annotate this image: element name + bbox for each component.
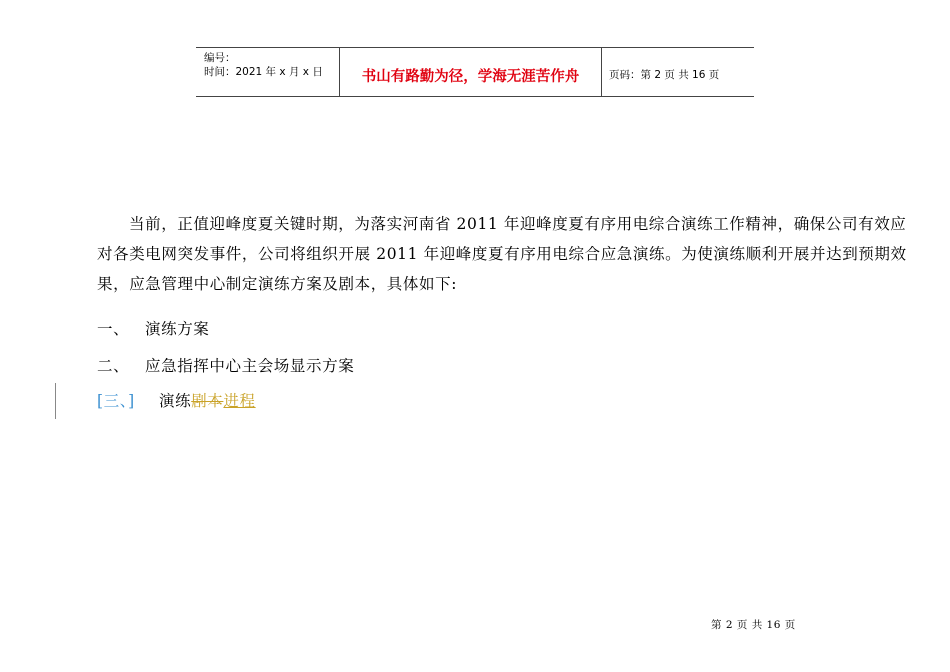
inserted-text: 进程 [223, 392, 256, 410]
intro-paragraph: 当前，正值迎峰度夏关键时期，为落实河南省 2011 年迎峰度夏有序用电综合演练工作精神，确保公司有效应对各类电网突发事件，公司将组织开展 2011 年迎峰度夏有序用电综合应急演练。为使演练顺利开展并达到预期效果，应急管理中心制定演练方案及剧本，具体如下: [97, 215, 907, 293]
number-label: 编号： [204, 52, 236, 64]
revision-change-bar [55, 383, 56, 419]
page-header [196, 47, 754, 97]
list-text: 应急指挥中心主会场显示方案 [145, 357, 355, 375]
header-divider [601, 48, 602, 96]
deleted-text: 剧本 [191, 392, 224, 410]
header-motto: 书山有路勤为径，学海无涯苦作舟 [361, 69, 580, 85]
list-number: [三、] [97, 392, 135, 410]
date-label: 时间：2021 年 x 月 x 日 [204, 66, 323, 78]
list-item [97, 351, 354, 381]
list-number: 二、 [97, 357, 130, 375]
header-meta [204, 51, 323, 79]
list-text: 演练方案 [145, 320, 210, 338]
header-page-info: 页码：第 2 页 共 16 页 [609, 69, 720, 81]
list-number: 一、 [97, 320, 130, 338]
list-item [97, 314, 209, 344]
list-item [97, 386, 256, 416]
page-footer: 第 2 页 共 16 页 [711, 619, 796, 631]
list-text: 演练 [159, 392, 192, 410]
